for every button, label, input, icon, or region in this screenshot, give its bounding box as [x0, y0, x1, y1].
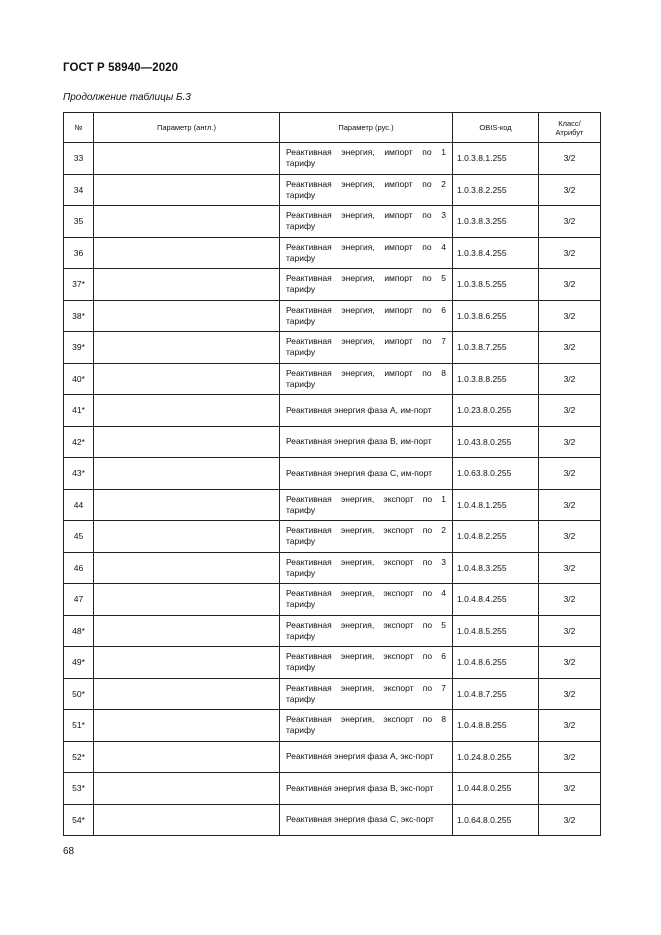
cell-number: 47: [64, 584, 94, 616]
cell-param-en: [94, 647, 280, 679]
cell-number: 36: [64, 237, 94, 269]
cell-param-ru: Реактивная энергия, экспорт по 3 тарифу: [280, 552, 453, 584]
cell-obis-code: 1.0.63.8.0.255: [453, 458, 539, 490]
cell-obis-code: 1.0.44.8.0.255: [453, 773, 539, 805]
cell-class-attribute: 3/2: [539, 143, 601, 175]
cell-number: 48*: [64, 615, 94, 647]
cell-obis-code: 1.0.3.8.1.255: [453, 143, 539, 175]
cell-param-ru: Реактивная энергия, экспорт по 6 тарифу: [280, 647, 453, 679]
cell-class-attribute: 3/2: [539, 584, 601, 616]
cell-param-en: [94, 458, 280, 490]
table-row: [64, 741, 601, 773]
cell-obis-code: 1.0.3.8.2.255: [453, 174, 539, 206]
cell-param-en: [94, 143, 280, 175]
cell-param-en: [94, 395, 280, 427]
table-row: [64, 426, 601, 458]
cell-param-ru: Реактивная энергия, импорт по 8 тарифу: [280, 363, 453, 395]
cell-number: 52*: [64, 741, 94, 773]
cell-obis-code: 1.0.4.8.4.255: [453, 584, 539, 616]
cell-obis-code: 1.0.4.8.8.255: [453, 710, 539, 742]
cell-param-ru: Реактивная энергия фаза С, им-порт: [280, 458, 453, 490]
cell-param-ru: Реактивная энергия, импорт по 7 тарифу: [280, 332, 453, 364]
table-row: [64, 521, 601, 553]
cell-class-attribute: 3/2: [539, 269, 601, 301]
cell-number: 43*: [64, 458, 94, 490]
document-header: ГОСТ Р 58940—2020: [63, 62, 179, 74]
page-number: 68: [63, 846, 75, 857]
table-row: [64, 458, 601, 490]
cell-number: 34: [64, 174, 94, 206]
cell-param-en: [94, 300, 280, 332]
table-row: [64, 395, 601, 427]
column-header-number: №: [64, 113, 94, 143]
cell-param-ru: Реактивная энергия фаза А, экс-порт: [280, 741, 453, 773]
table-row: [64, 489, 601, 521]
cell-param-en: [94, 615, 280, 647]
cell-number: 33: [64, 143, 94, 175]
cell-param-ru: Реактивная энергия фаза В, экс-порт: [280, 773, 453, 805]
cell-param-ru: Реактивная энергия, экспорт по 2 тарифу: [280, 521, 453, 553]
cell-param-ru: Реактивная энергия, экспорт по 8 тарифу: [280, 710, 453, 742]
cell-param-ru: Реактивная энергия, импорт по 1 тарифу: [280, 143, 453, 175]
cell-number: 53*: [64, 773, 94, 805]
cell-param-ru: Реактивная энергия, импорт по 2 тарифу: [280, 174, 453, 206]
column-header-obis: OBIS-код: [453, 113, 539, 143]
cell-class-attribute: 3/2: [539, 458, 601, 490]
cell-param-ru: Реактивная энергия фаза А, им-порт: [280, 395, 453, 427]
cell-param-en: [94, 804, 280, 836]
cell-param-ru: Реактивная энергия, экспорт по 7 тарифу: [280, 678, 453, 710]
cell-class-attribute: 3/2: [539, 363, 601, 395]
table-row: [64, 773, 601, 805]
cell-class-attribute: 3/2: [539, 615, 601, 647]
cell-param-en: [94, 584, 280, 616]
cell-param-ru: Реактивная энергия, импорт по 5 тарифу: [280, 269, 453, 301]
column-header-param-ru: Параметр (рус.): [280, 113, 453, 143]
cell-class-attribute: 3/2: [539, 678, 601, 710]
cell-obis-code: 1.0.4.8.5.255: [453, 615, 539, 647]
cell-class-attribute: 3/2: [539, 741, 601, 773]
cell-number: 40*: [64, 363, 94, 395]
table-row: [64, 237, 601, 269]
column-header-param-en: Параметр (англ.): [94, 113, 280, 143]
cell-param-en: [94, 237, 280, 269]
cell-param-ru: Реактивная энергия, импорт по 6 тарифу: [280, 300, 453, 332]
cell-obis-code: 1.0.4.8.6.255: [453, 647, 539, 679]
cell-obis-code: 1.0.3.8.8.255: [453, 363, 539, 395]
cell-class-attribute: 3/2: [539, 489, 601, 521]
table-row: [64, 647, 601, 679]
cell-class-attribute: 3/2: [539, 521, 601, 553]
cell-class-attribute: 3/2: [539, 332, 601, 364]
cell-param-en: [94, 773, 280, 805]
table-row: [64, 804, 601, 836]
cell-param-ru: Реактивная энергия, импорт по 4 тарифу: [280, 237, 453, 269]
cell-class-attribute: 3/2: [539, 237, 601, 269]
cell-obis-code: 1.0.4.8.7.255: [453, 678, 539, 710]
cell-obis-code: 1.0.3.8.5.255: [453, 269, 539, 301]
cell-class-attribute: 3/2: [539, 773, 601, 805]
cell-class-attribute: 3/2: [539, 552, 601, 584]
cell-param-en: [94, 269, 280, 301]
cell-number: 42*: [64, 426, 94, 458]
cell-obis-code: 1.0.4.8.1.255: [453, 489, 539, 521]
cell-obis-code: 1.0.4.8.3.255: [453, 552, 539, 584]
table-row: [64, 363, 601, 395]
cell-number: 44: [64, 489, 94, 521]
cell-param-ru: Реактивная энергия фаза В, им-порт: [280, 426, 453, 458]
cell-obis-code: 1.0.3.8.6.255: [453, 300, 539, 332]
cell-number: 51*: [64, 710, 94, 742]
cell-number: 39*: [64, 332, 94, 364]
table-row: [64, 332, 601, 364]
cell-obis-code: 1.0.4.8.2.255: [453, 521, 539, 553]
cell-obis-code: 1.0.64.8.0.255: [453, 804, 539, 836]
column-header-class-attr: [539, 113, 601, 143]
cell-param-ru: Реактивная энергия, импорт по 3 тарифу: [280, 206, 453, 238]
cell-class-attribute: 3/2: [539, 206, 601, 238]
cell-class-attribute: 3/2: [539, 395, 601, 427]
cell-param-en: [94, 363, 280, 395]
table-row: [64, 143, 601, 175]
cell-class-attribute: 3/2: [539, 300, 601, 332]
cell-number: 37*: [64, 269, 94, 301]
cell-param-en: [94, 174, 280, 206]
cell-obis-code: 1.0.3.8.4.255: [453, 237, 539, 269]
cell-obis-code: 1.0.23.8.0.255: [453, 395, 539, 427]
cell-class-attribute: 3/2: [539, 426, 601, 458]
table-caption: Продолжение таблицы Б.3: [63, 92, 191, 103]
cell-param-en: [94, 489, 280, 521]
table-row: [64, 615, 601, 647]
table-row: [64, 174, 601, 206]
cell-class-attribute: 3/2: [539, 647, 601, 679]
cell-param-en: [94, 206, 280, 238]
cell-class-attribute: 3/2: [539, 174, 601, 206]
cell-param-en: [94, 710, 280, 742]
cell-param-en: [94, 426, 280, 458]
cell-number: 49*: [64, 647, 94, 679]
table-row: [64, 206, 601, 238]
table-header-row: [64, 113, 601, 143]
table-row: [64, 584, 601, 616]
cell-obis-code: 1.0.43.8.0.255: [453, 426, 539, 458]
table-row: [64, 300, 601, 332]
cell-class-attribute: 3/2: [539, 804, 601, 836]
column-header-class-attr-text: Класс/ Атрибут: [555, 118, 584, 137]
table-row: [64, 678, 601, 710]
table-row: [64, 269, 601, 301]
cell-param-en: [94, 741, 280, 773]
cell-number: 54*: [64, 804, 94, 836]
cell-param-en: [94, 678, 280, 710]
cell-number: 50*: [64, 678, 94, 710]
cell-param-en: [94, 552, 280, 584]
cell-obis-code: 1.0.3.8.7.255: [453, 332, 539, 364]
cell-param-en: [94, 521, 280, 553]
cell-obis-code: 1.0.3.8.3.255: [453, 206, 539, 238]
cell-param-ru: Реактивная энергия, экспорт по 5 тарифу: [280, 615, 453, 647]
cell-param-en: [94, 332, 280, 364]
cell-param-ru: Реактивная энергия, экспорт по 1 тарифу: [280, 489, 453, 521]
cell-obis-code: 1.0.24.8.0.255: [453, 741, 539, 773]
table-row: [64, 710, 601, 742]
cell-param-ru: Реактивная энергия фаза С, экс-порт: [280, 804, 453, 836]
cell-number: 35: [64, 206, 94, 238]
cell-number: 41*: [64, 395, 94, 427]
cell-number: 38*: [64, 300, 94, 332]
parameters-table: [63, 112, 601, 836]
cell-number: 46: [64, 552, 94, 584]
cell-class-attribute: 3/2: [539, 710, 601, 742]
table-row: [64, 552, 601, 584]
table-body: [64, 143, 601, 836]
cell-param-ru: Реактивная энергия, экспорт по 4 тарифу: [280, 584, 453, 616]
cell-number: 45: [64, 521, 94, 553]
